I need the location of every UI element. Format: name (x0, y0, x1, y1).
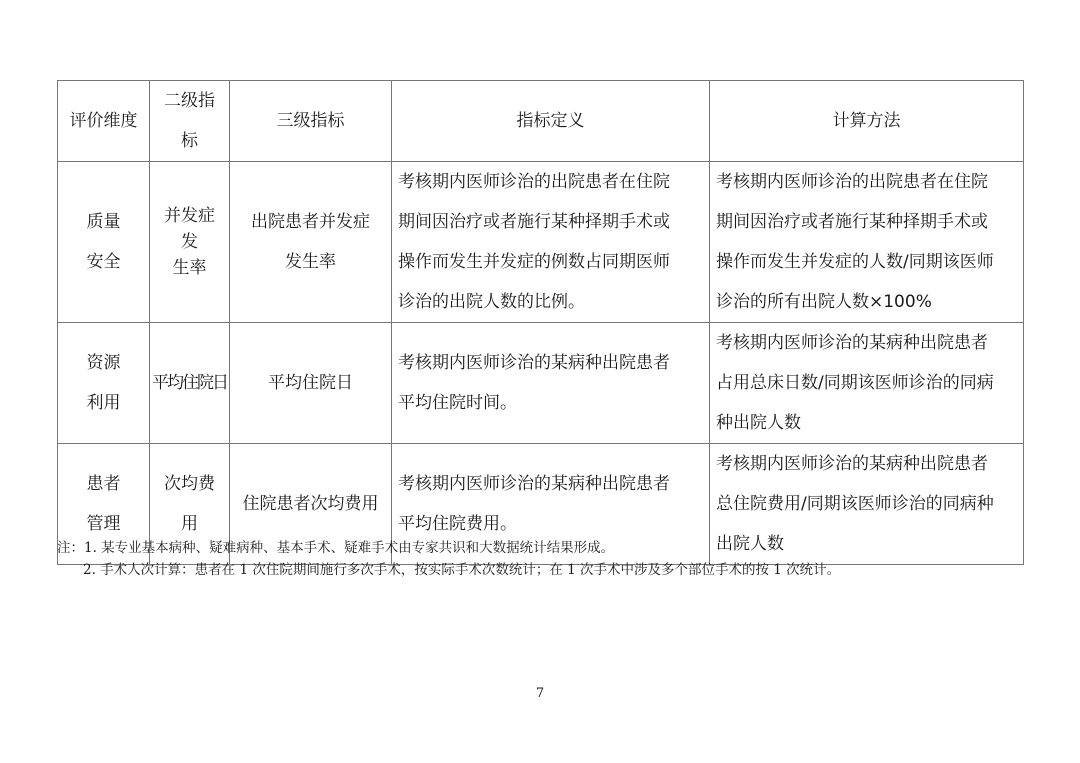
cell-method (710, 323, 1024, 444)
cell-line: 考核期内医师诊治的某病种出院患者 (716, 333, 988, 353)
cell-line: 诊治的所有出院人数×100% (716, 292, 932, 312)
cell-line: 平均住院时间。 (398, 393, 517, 413)
indicator-table (57, 80, 1024, 565)
header-dimension: 评价维度 (58, 81, 150, 162)
cell-line: 操作而发生并发症的例数占同期医师 (398, 252, 670, 272)
cell-line: 利用 (86, 393, 121, 413)
cell-line: 考核期内医师诊治的某病种出院患者 (398, 474, 670, 494)
cell-line: 期间因治疗或者施行某种择期手术或 (398, 212, 670, 232)
cell-line: 考核期内医师诊治的出院患者在住院 (398, 172, 670, 192)
cell-line: 平均住院日 (268, 373, 353, 393)
cell-line: 考核期内医师诊治的某病种出院患者 (716, 454, 988, 474)
cell-level2 (150, 323, 230, 444)
cell-line: 诊治的出院人数的比例。 (398, 292, 585, 312)
cell-line: 总住院费用/同期该医师诊治的同病种 (716, 494, 994, 514)
table-row (58, 162, 1024, 323)
cell-line: 次均费用 (164, 474, 215, 534)
note-2: 2. 手术人次计算：患者在 1 次住院期间施行多次手术，按实际手术次数统计；在 1 次手术中涉及多个部位手术的按 1 次统计。 (83, 562, 841, 578)
cell-line: 占用总床日数/同期该医师诊治的同病 (716, 373, 994, 393)
cell-line: 考核期内医师诊治的出院患者在住院 (716, 172, 988, 192)
cell-line: 出院人数 (716, 534, 784, 554)
header-level3: 三级指标 (230, 81, 392, 162)
cell-line: 发生率 (285, 252, 336, 272)
cell-line: 出院患者并发症 (251, 212, 370, 232)
header-definition: 指标定义 (392, 81, 710, 162)
cell-dimension (58, 162, 150, 323)
cell-level2 (150, 162, 230, 323)
cell-method (710, 162, 1024, 323)
header-level2: 二级指标 (150, 81, 230, 162)
cell-line: 质量 (86, 212, 121, 232)
cell-line: 平均住院日 (152, 373, 227, 393)
table-row (58, 323, 1024, 444)
note-1: 注：1. 某专业基本病种、疑难病种、基本手术、疑难手术由专家共识和大数据统计结果形成。 (57, 540, 615, 556)
cell-definition (392, 162, 710, 323)
cell-line: 期间因治疗或者施行某种择期手术或 (716, 212, 988, 232)
cell-definition (392, 323, 710, 444)
cell-line: 生率 (172, 258, 207, 278)
header-method: 计算方法 (710, 81, 1024, 162)
cell-level3 (230, 162, 392, 323)
cell-line: 平均住院费用。 (398, 514, 517, 534)
cell-line: 管理 (86, 514, 121, 534)
table-header-row (58, 81, 1024, 162)
cell-line: 种出院人数 (716, 413, 801, 433)
cell-line: 住院患者次均费用 (242, 494, 379, 514)
page-number: 7 (535, 686, 545, 701)
cell-line: 并发症发 (164, 206, 215, 252)
cell-line: 操作而发生并发症的人数/同期该医师 (716, 252, 994, 272)
cell-line: 考核期内医师诊治的某病种出院患者 (398, 353, 670, 373)
cell-line: 患者 (86, 474, 121, 494)
cell-dimension (58, 323, 150, 444)
cell-line: 资源 (86, 353, 121, 373)
cell-line: 安全 (86, 252, 121, 272)
cell-level3 (230, 323, 392, 444)
table-notes (57, 537, 840, 581)
